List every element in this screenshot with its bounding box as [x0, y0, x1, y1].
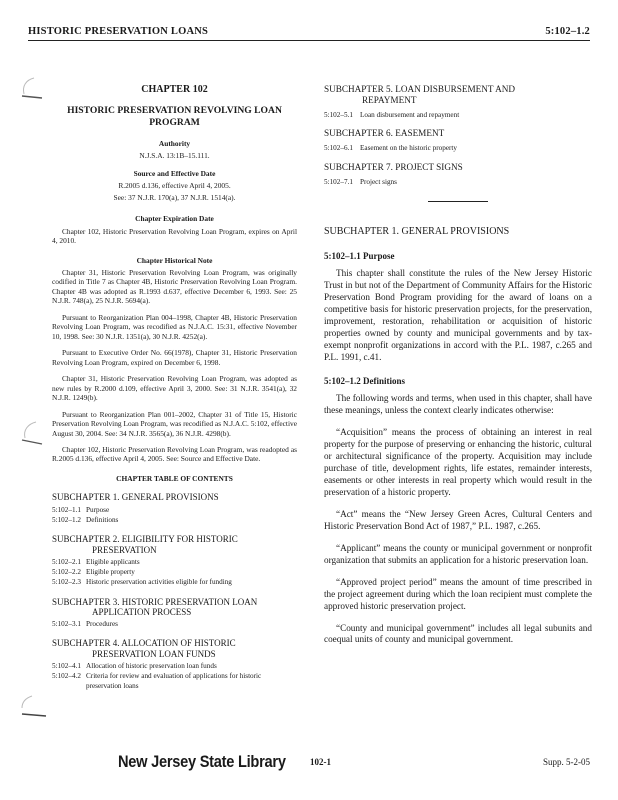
section-paragraph: The following words and terms, when used in this chapter, shall have these meanings, unless the context clearly indicates otherwise: — [324, 393, 592, 416]
toc-item[interactable]: 5:102–2.3 Historic preservation activities eligible for funding — [52, 578, 232, 587]
toc-item[interactable]: 5:102–4.1 Allocation of historic preservation loan funds — [52, 662, 217, 671]
binder-hole-mark — [16, 76, 46, 102]
toc-item[interactable]: 5:102–5.1 Loan disbursement and repayment — [324, 111, 460, 120]
historical-note-paragraph: Pursuant to Reorganization Plan 004–1998, Chapter 4B, Historic Preservation Revolving Loan Program, was recodified as N.J.A.C. 15:31, effective November 10, 1998. See: 30 N.J.R. 1351(a), 30 N.J.R. 4252(a). — [52, 312, 297, 341]
binder-hole-mark — [16, 418, 46, 448]
historical-note-paragraph: Chapter 102, Historic Preservation Revolving Loan Program, was readopted as R.2005 d.136, effective April 4, 2005. See: Source and Effective Date. — [52, 445, 297, 464]
page-footer — [0, 752, 618, 782]
toc-heading: CHAPTER TABLE OF CONTENTS — [116, 473, 233, 483]
historical-note-paragraph: Chapter 31, Historic Preservation Revolving Loan Program, was adopted as new rules by R.2000 d.109, effective April 3, 2000. See: 31 N.J.R. 3541(a), 32 N.J.R. 1249(b). — [52, 374, 297, 403]
definition-paragraph: “Acquisition” means the process of obtaining an interest in real property for the purpose of preserving or enhancing the historic, cultural or architectural significance of the property. Acquisition may include purchase of title, development rights, life estates, remainder interests, easements or other interests in real property which would result in the preservation of a historic property. — [324, 427, 592, 497]
historical-note-paragraph: Pursuant to Executive Order No. 66(1978), Chapter 31, Historic Preservation Revolving Loan Program, expired on December 6, 1998. — [52, 348, 297, 367]
toc-item[interactable]: 5:102–3.1 Procedures — [52, 620, 118, 629]
library-stamp: New Jersey State Library — [118, 752, 286, 771]
toc-item[interactable]: 5:102–2.1 Eligible applicants — [52, 557, 140, 566]
definition-paragraph: “Applicant” means the county or municipal government or nonprofit organization that submits an application for a historic preservation loan. — [324, 542, 592, 565]
toc-item[interactable]: 5:102–7.1 Project signs — [324, 177, 397, 186]
toc-item[interactable]: 5:102–1.2 Definitions — [52, 515, 119, 524]
toc-subchapter: SUBCHAPTER 4. ALLOCATION OF HISTORIC PRESERVATION LOAN FUNDS — [52, 638, 236, 659]
historical-note-heading: Chapter Historical Note — [136, 255, 213, 265]
left-column — [52, 80, 297, 692]
toc-subchapter: SUBCHAPTER 1. GENERAL PROVISIONS — [52, 492, 219, 503]
historical-note-paragraph: Chapter 31, Historic Preservation Revolving Loan Program, was originally codified in Title 7 as Chapter 4B, Historic Preservation Revolving Loan Program. Chapter 4B was adopted as R.1993 d.637, effective December 6, 1993. See: 25 N.J.R. 748(a), 25 N.J.R. 5694(a). — [52, 267, 297, 306]
expiration-heading: Chapter Expiration Date — [135, 214, 214, 224]
authority-heading: Authority — [158, 138, 191, 148]
running-header — [28, 24, 590, 41]
header-section-number: 5:102–1.2 — [545, 26, 590, 37]
binder-hole-mark — [12, 692, 52, 722]
toc-item[interactable]: 5:102–4.2 Criteria for review and evaluation of applications for historic preservation loans — [52, 672, 262, 690]
toc-item[interactable]: 5:102–6.1 Easement on the historic property — [324, 144, 458, 153]
supplement-date: Supp. 5-2-05 — [543, 757, 590, 767]
toc-item[interactable]: 5:102–2.2 Eligible property — [52, 568, 135, 577]
toc-item[interactable]: 5:102–1.1 Purpose — [52, 505, 110, 514]
header-title: HISTORIC PRESERVATION LOANS — [28, 26, 209, 37]
section-divider — [428, 201, 488, 202]
right-column — [324, 80, 592, 656]
section-heading: 5:102–1.2 Definitions — [324, 375, 405, 386]
section-paragraph: This chapter shall constitute the rules of the New Jersey Historic Trust in but not of the Department of Community Affairs for the Historic Preservation Bond Program providing for the award of loans on a competitive basis for historic preservation projects, for the preservation, improvement, restoration, rehabilitation or acquisition of historic properties owned by county and municipal governments and by tax-exempt nonprofit organizations in accord with the P.L. 1987, c.265 and P.L. 1991, c.41. — [324, 268, 592, 362]
source-text: See: 37 N.J.R. 170(a), 37 N.J.R. 1514(a). — [113, 192, 236, 202]
definition-paragraph: “Approved project period” means the amount of time prescribed in the project agreement during which the loan recipient must complete the approved historic preservation project. — [324, 576, 592, 611]
section-heading: 5:102–1.1 Purpose — [324, 250, 395, 261]
toc-subchapter: SUBCHAPTER 3. HISTORIC PRESERVATION LOAN APPLICATION PROCESS — [52, 596, 258, 617]
chapter-number: CHAPTER 102 — [141, 84, 208, 95]
toc-subchapter: SUBCHAPTER 7. PROJECT SIGNS — [324, 161, 463, 172]
source-text: R.2005 d.136, effective April 4, 2005. — [118, 181, 231, 191]
toc-subchapter: SUBCHAPTER 6. EASEMENT — [324, 128, 445, 139]
toc-subchapter: SUBCHAPTER 2. ELIGIBILITY FOR HISTORIC PRESERVATION — [52, 534, 238, 555]
authority-text: N.J.S.A. 13:1B–15.111. — [139, 151, 210, 161]
historical-note-paragraph: Pursuant to Reorganization Plan 001–2002, Chapter 31 of Title 15, Historic Preservation Revolving Loan Program, was recodified as N.J.A.C. 5:102, effective August 30, 2004. See: 34 N.J.R. 3565(a), 36 N.J.R. 4298(b). — [52, 409, 297, 438]
expiration-text: Chapter 102, Historic Preservation Revolving Loan Program, expires on April 4, 2010. — [52, 226, 297, 246]
definition-paragraph: “County and municipal government” includes all legal subunits and coequal units of county and municipal government. — [324, 622, 592, 645]
chapter-title: HISTORIC PRESERVATION REVOLVING LOAN PROGRAM — [67, 104, 282, 128]
toc-subchapter: SUBCHAPTER 5. LOAN DISBURSEMENT AND REPAYMENT — [324, 84, 516, 106]
subchapter-heading: SUBCHAPTER 1. GENERAL PROVISIONS — [324, 225, 510, 237]
page-number: 102-1 — [310, 757, 331, 767]
definition-paragraph: “Act” means the “New Jersey Green Acres, Cultural Centers and Historic Preservation Bond Act of 1987,” P.L. 1987, c.265. — [324, 508, 592, 531]
source-heading: Source and Effective Date — [133, 168, 216, 178]
